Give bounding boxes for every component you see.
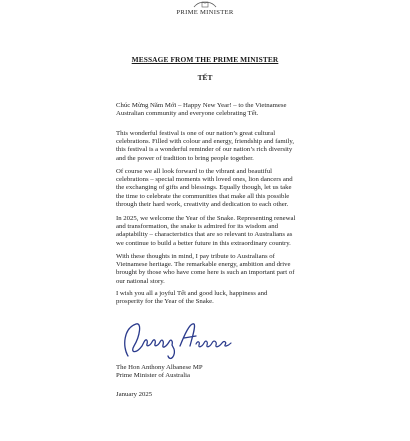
coat-of-arms-icon — [190, 0, 220, 8]
letterhead-office: PRIME MINISTER — [176, 9, 234, 16]
paragraph-tribute: With these thoughts in mind, I pay tribute to Australians of Vietnamese heritage. The remarkable energy, ambition and drive brought by those who have come here is such an important part of our national story. — [116, 253, 295, 285]
letter-subheading: TẾT — [197, 73, 213, 82]
handwritten-signature — [114, 316, 234, 366]
signatory-name: The Hon Anthony Albanese MP — [116, 364, 203, 371]
paragraph-year-of-snake: In 2025, we welcome the Year of the Snake. Representing renewal and transformation, the snake is admired for its wisdom and adaptability – characteristics that are so relevant to Australians as we continue to build a better future in this extraordinary country. — [116, 215, 296, 247]
paragraph-wishes: I wish you all a joyful Tết and good luck, happiness and prosperity for the Year of the Snake. — [116, 290, 268, 306]
letter-date: January 2025 — [116, 391, 153, 398]
paragraph-celebrations: Of course we all look forward to the vibrant and beautiful celebrations – special moments with loved ones, lion dancers and the exchanging of gifts and blessings. Equally though, let us take the time to celebrate the communities that make all this possible through their hard work, creativity and dedication to each other. — [116, 168, 293, 208]
letter-heading: MESSAGE FROM THE PRIME MINISTER — [131, 55, 279, 64]
signatory-position: Prime Minister of Australia — [116, 372, 191, 379]
paragraph-festival: This wonderful festival is one of our nation’s great cultural celebrations. Filled with colour and energy, friendship and family, this festival is a wonderful reminder of our nation’s rich diversity and the power of tradition to bring people together. — [116, 130, 295, 162]
paragraph-greeting: Chúc Mừng Năm Mới – Happy New Year! – to the Vietnamese Australian community and everyone celebrating Tết. — [116, 102, 287, 118]
